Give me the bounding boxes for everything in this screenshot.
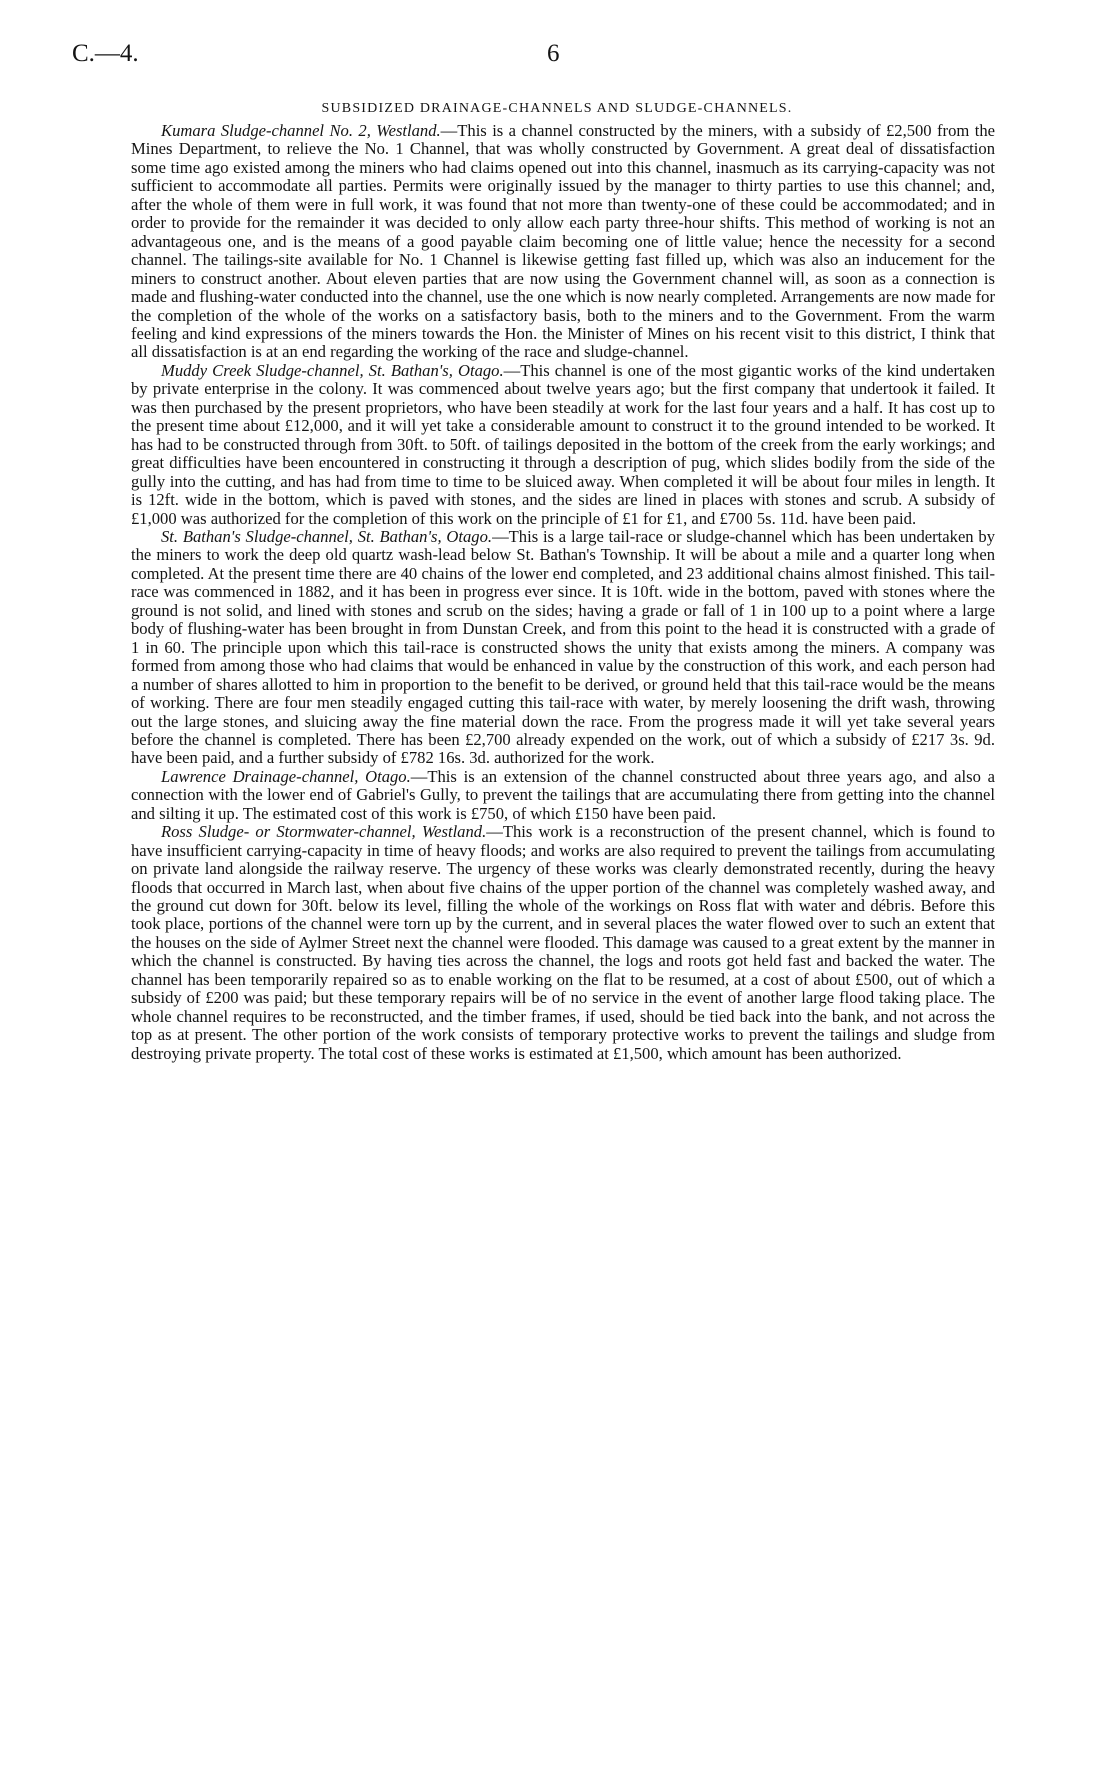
paragraph-title: St. Bathan's Sludge-channel, St. Bathan's, Otago. [161,526,493,546]
paragraph-kumara [131,122,995,362]
paragraph-title: Lawrence Drainage-channel, Otago. [161,766,411,786]
paragraph-lawrence [131,768,995,823]
paragraph-title: Kumara Sludge-channel No. 2, Westland. [161,121,441,140]
paragraph-title: Muddy Creek Sludge-channel, St. Bathan's, Otago. [161,360,504,380]
page-header [72,40,1042,80]
paragraph-muddy-creek [131,362,995,528]
paragraph-text: —This work is a reconstruction of the present channel, which is found to have insufficient carrying-capacity in time of heavy floods; and works are also required to prevent the tailings from accumulating on private land alongside the railway reserve. The urgency of these works was clearly demonstrated recently, during the heavy floods that occurred in March last, when about five chains of the upper portion of the channel was completely washed away, and the ground cut down for 30ft. below its level, filling the whole of the workings on Ross flat with water and débris. Before this took place, portions of the channel were torn up by the current, and in several places the water flowed over to such an extent that the houses on the side of Aylmer Street next the channel were flooded. This damage was caused to a great extent by the manner in which the channel is constructed. By having ties across the channel, the logs and roots got held fast and backed the water. The channel has been temporarily repaired so as to enable working on the flat to be resumed, at a cost of about £500, out of which a subsidy of £200 was paid; but these temporary repairs will be of no service in the event of another large flood taking place. The whole channel requires to be reconstructed, and the timber frames, if used, should be tied back into the bank, and not across the top as at present. The other portion of the work consists of temporary protective works to prevent the tailings and sludge from destroying private property. The total cost of these works is estimated at £1,500, which amount has been authorized. [131,822,995,1063]
document-body [131,122,995,1063]
paragraph-text: —This channel is one of the most gigantic works of the kind undertaken by private enterprise in the colony. It was commenced about twelve years ago; but the first company that undertook it failed. It was then purchased by the present proprietors, who have been steadily at work for the last four years and a half. It has cost up to the present time about £12,000, and it will yet take a considerable amount to construct it to the ground intended to be worked. It has had to be constructed through from 30ft. to 50ft. of tailings deposited in the bottom of the creek from the early workings; and great difficulties have been encountered in constructing it through a description of pug, which slides bodily from the side of the gully into the cutting, and has had from time to time to be sluiced away. When completed it will be about four miles in length. It is 12ft. wide in the bottom, which is paved with stones, and the sides are lined in places with stones and scrub. A subsidy of £1,000 was authorized for the completion of this work on the principle of £1 for £1, and £700 5s. 11d. have been paid. [131,360,995,528]
paragraph-st-bathans [131,528,995,768]
section-heading: SUBSIDIZED DRAINAGE-CHANNELS AND SLUDGE-CHANNELS. [321,101,793,116]
page-number: 6 [547,40,560,67]
paragraph-text: —This is a large tail-race or sludge-channel which has been undertaken by the miners to work the deep old quartz wash-lead below St. Bathan's Township. It will be about a mile and a quarter long when completed. At the present time there are 40 chains of the lower end completed, and 23 additional chains almost finished. This tail-race was commenced in 1882, and it has been in progress ever since. It is 10ft. wide in the bottom, paved with stones where the ground is not solid, and lined with stones and scrub on the sides; having a grade or fall of 1 in 100 up to a point where a large body of flushing-water has been brought in from Dunstan Creek, and from this point to the head it is constructed with a grade of 1 in 60. The principle upon which this tail-race is constructed shows the unity that exists among the miners. A company was formed from among those who had claims that would be enhanced in value by the construction of this work, and each person had a number of shares allotted to him in proportion to the benefit to be derived, or ground held that this tail-race would be the means of working. There are four men steadily engaged cutting this tail-race with water, by merely loosening the drift wash, throwing out the large stones, and sluicing away the fine material down the race. From the progress made it will yet take several years before the channel is completed. There has been £2,700 already expended on the work, out of which a subsidy of £217 3s. 9d. have been paid, and a further subsidy of £782 16s. 3d. authorized for the work. [131,526,995,768]
paragraph-text: —This is an extension of the channel constructed about three years ago, and also a connection with the lower end of Gabriel's Gully, to prevent the tailings that are accumulating there from getting into the channel and silting it up. The estimated cost of this work is £750, of which £150 have been paid. [131,766,995,823]
paragraph-ross [131,823,995,1063]
document-code: C.—4. [72,40,139,67]
paragraph-title: Ross Sludge- or Stormwater-channel, Westland. [161,822,487,842]
paragraph-text: —This is a channel constructed by the miners, with a subsidy of £2,500 from the Mines Department, to relieve the No. 1 Channel, that was wholly constructed by Government. A great deal of dissatisfaction some time ago existed among the miners who had claims opened out into this channel, inasmuch as its carrying-capacity was not sufficient to accommodate all parties. Permits were originally issued by the manager to thirty parties to use this channel; and, after the whole of them were in full work, it was found that not more than twenty-one of these could be accommodated; and in order to provide for the remainder it was decided to only allow each party three-hour shifts. This method of working is not an advantageous one, and is the means of a good payable claim becoming one of little value; hence the necessity for a second channel. The tailings-site available for No. 1 Channel is likewise getting fast filled up, which was also an inducement for the miners to construct another. About eleven parties that are now using the Government channel will, as soon as a connection is made and flushing-water conducted into the channel, use the one which is now nearly completed. Arrangements are now made for the completion of the whole of the works on a satisfactory basis, both to the miners and to the Government. From the warm feeling and kind expressions of the miners towards the Hon. the Minister of Mines on his recent visit to this district, I think that all dissatisfaction is at an end regarding the working of the race and sludge-channel. [131,121,995,362]
